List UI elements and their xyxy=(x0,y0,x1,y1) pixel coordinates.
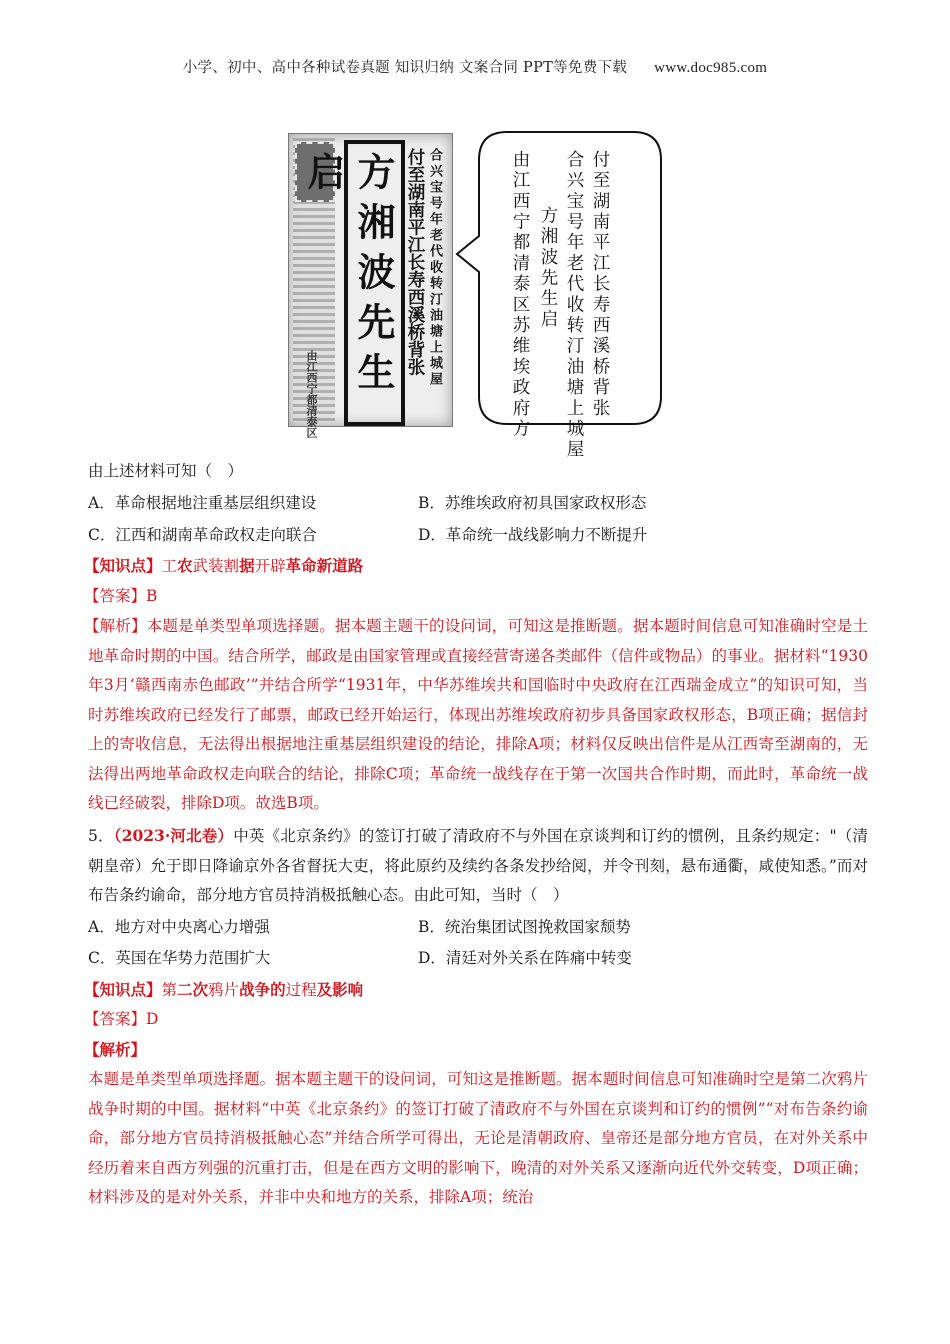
q5-answer: 【答案】D xyxy=(84,1010,159,1028)
bubble-line-1: 付至湖南平江长寿西溪桥背张 xyxy=(590,150,610,420)
q4-stem: 由上述材料可知（ ） xyxy=(88,462,244,480)
q5-option-d: D．清廷对外关系在阵痛中转变 xyxy=(418,949,632,967)
q4-knowledge-point: 【知识点】工农武装割据开辟革命新道路 xyxy=(84,556,364,575)
envelope-recipient-name: 方湘波先生启 xyxy=(301,152,396,402)
q4-option-a: A．革命根据地注重基层组织建设 xyxy=(88,494,317,512)
bubble-line-2: 合兴宝号年老代收转汀油塘上城屋 xyxy=(564,150,584,461)
q5-stem-block: 5．（2023·河北卷）中英《北京条约》的签订打破了清政府不与外国在京谈判和订约的惯例，且条约规定："（清朝皇帝）允于即日降谕京外各省督抚大吏，将此原约及续约各条发抄给阅，并令刊刻，悬布通衢，咸使知悉。”而对布告条约谕命，部分地方官员持消极抵触心态。由此可知，当时（ ） xyxy=(88,826,868,904)
bubble-line-4: 由江西宁都清泰区苏维埃政府方 xyxy=(510,150,530,440)
q4-analysis: 【解析】本题是单类型单项选择题。据本题主题干的设问词，可知这是推断题。据本题时间信息可知准确时空是土地革命时期的中国。结合所学，邮政是由国家管理或直接经营寄递各类邮件（信件或物品）的事业。据材料“1930年3月‘赣西南赤色邮政’”并结合所学“1931年，中华苏维埃共和国临时中央政府在江西瑞金成立”的知识可知，当时苏维埃政府已经发行了邮票，邮政已经开始运行，体现出苏维埃政府初步具备国家政权形态，B项正确；据信封上的寄收信息，无法得出根据地注重基层组织建设的结论，排除A项；材料仅反映出信件是从江西寄至湖南的，无法得出两地革命政权走向联合的结论，排除C项；革命统一战线存在于第一次国共合作时期，而此时，革命统一战线已经破裂，排除D项。故选B项。 xyxy=(84,617,868,812)
envelope-address-line-1: 付至湖南平江长寿西溪桥背张 xyxy=(405,148,425,376)
header-url: www.doc985.com xyxy=(654,60,768,76)
page-header xyxy=(0,56,950,77)
q5-option-b: B．统治集团试图挽救国家颓势 xyxy=(418,918,631,936)
q4-option-b: B．苏维埃政府初具国家政权形态 xyxy=(418,494,647,512)
q5-option-a: A．地方对中央离心力增强 xyxy=(88,918,270,936)
envelope-sender-text: 由江西宁都清泰区 xyxy=(305,350,318,438)
bubble-line-3: 方湘波先生启 xyxy=(538,206,558,331)
q5-option-c: C．英国在华势力范围扩大 xyxy=(88,949,271,967)
envelope-address-line-2: 合兴宝号年老代收转汀油塘上城屋 xyxy=(427,148,442,388)
q4-option-c: C．江西和湖南革命政权走向联合 xyxy=(88,526,317,544)
q5-knowledge-point: 【知识点】第二次鸦片战争的过程及影响 xyxy=(84,980,364,999)
q4-answer: 【答案】B xyxy=(84,587,158,605)
envelope-photo xyxy=(288,133,453,438)
q5-analysis-label: 【解析】 xyxy=(84,1040,147,1059)
header-text: 小学、初中、高中各种试卷真题 知识归纳 文案合同 PPT等免费下载 xyxy=(182,60,628,76)
q4-option-d: D．革命统一战线影响力不断提升 xyxy=(418,526,648,544)
q5-analysis: 本题是单类型单项选择题。据本题主题干的设问词，可知这是推断题。据本题时间信息可知准确时空是第二次鸦片战争时期的中国。据材料“中英《北京条约》的签订打破了清政府不与外国在京谈判和订约的惯例”“对布告条约谕命，部分地方官员持消极抵触心态”并结合所学可得出，无论是清朝政府、皇帝还是部分地方官员，在对外关系中经历着来自西方列强的沉重打击，但是在西方文明的影响下，晚清的对外关系又逐渐向近代外交转变，D项正确；材料涉及的是对外关系，并非中央和地方的关系，排除A项；统治 xyxy=(88,1070,868,1206)
